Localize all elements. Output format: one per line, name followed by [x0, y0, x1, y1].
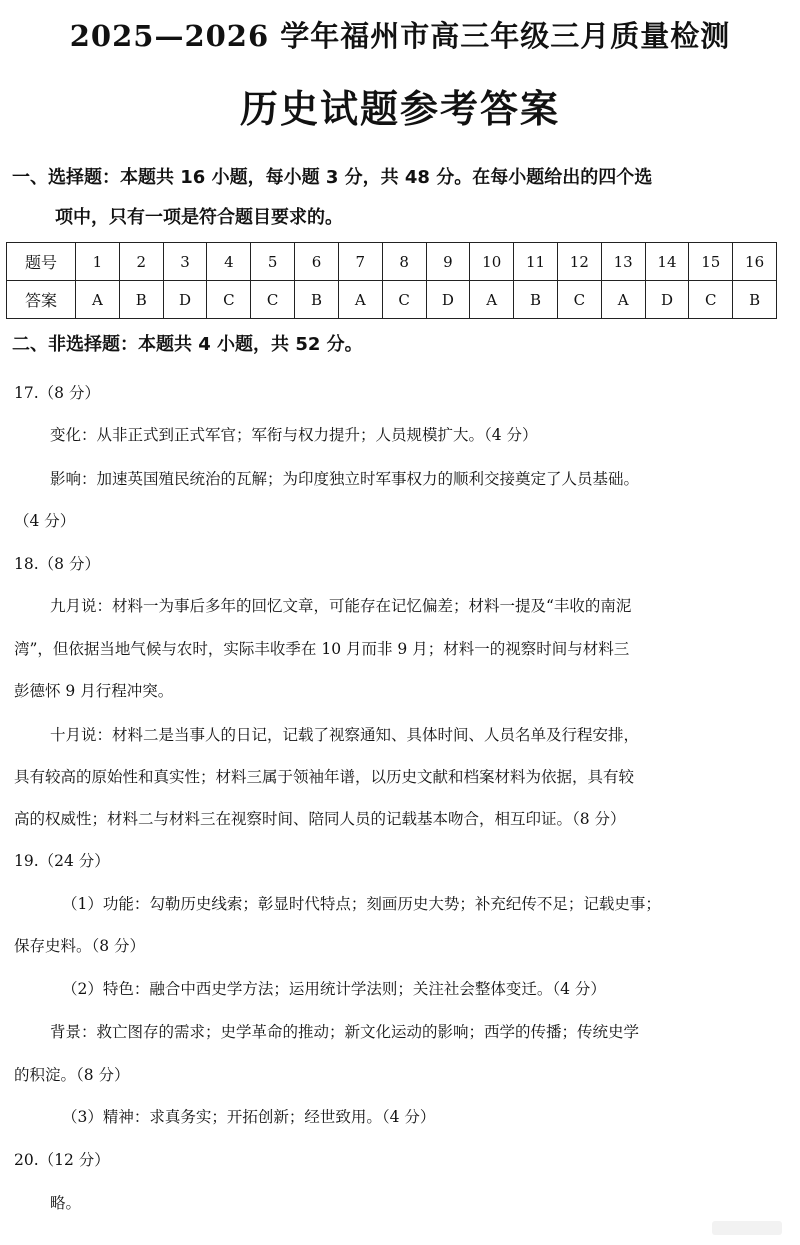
question-number-cell: 5 [251, 243, 295, 281]
q18-line: 十月说：材料二是当事人的日记，记载了视察通知、具体时间、人员名单及行程安排， [50, 726, 640, 744]
exam-title: 2025—2026 学年福州市高三年级三月质量检测 [69, 19, 731, 53]
question-number-cell: 3 [163, 243, 207, 281]
answer-cell: A [601, 281, 645, 319]
answer-row [7, 281, 777, 319]
answer-cell: B [295, 281, 339, 319]
answer-table [6, 242, 777, 319]
question-number-cell: 2 [119, 243, 163, 281]
question-number-cell: 15 [689, 243, 733, 281]
section-1-instructions [12, 158, 782, 238]
q18-line: 具有较高的原始性和真实性；材料三属于领袖年谱，以历史文献和档案材料为依据，具有较 [14, 768, 635, 786]
section-1-line-2: 项中，只有一项是符合题目要求的。 [55, 207, 343, 228]
answer-cell: C [382, 281, 426, 319]
answer-cell: B [119, 281, 163, 319]
question-number-cell: 7 [338, 243, 382, 281]
q19-line: （3）精神：求真务实；开拓创新；经世致用。（4 分） [62, 1108, 436, 1126]
answer-cell: C [689, 281, 733, 319]
answer-cell: D [645, 281, 689, 319]
q17-heading: 17.（8 分） [14, 384, 100, 402]
question-number-cell: 14 [645, 243, 689, 281]
q20-heading: 20.（12 分） [14, 1151, 110, 1169]
watermark [712, 1221, 782, 1235]
question-number-cell: 6 [295, 243, 339, 281]
q17-line: 影响：加速英国殖民统治的瓦解；为印度独立时军事权力的顺利交接奠定了人员基础。 [50, 470, 640, 488]
answer-cell: A [76, 281, 120, 319]
answer-cell: C [251, 281, 295, 319]
q18-line: 彭德怀 9 月行程冲突。 [14, 682, 174, 700]
q18-line: 九月说：材料一为事后多年的回忆文章，可能存在记忆偏差；材料一提及“丰收的南泥 [50, 597, 632, 615]
question-number-cell: 13 [601, 243, 645, 281]
question-number-cell: 8 [382, 243, 426, 281]
q18-line: 高的权威性；材料二与材料三在视察时间、陪同人员的记载基本吻合，相互印证。（8 分） [14, 810, 626, 828]
question-number-row [7, 243, 777, 281]
answer-cell: C [557, 281, 601, 319]
section-1-line-1: 一、选择题：本题共 16 小题，每小题 3 分，共 48 分。在每小题给出的四个选 [12, 167, 653, 188]
q17-line: （4 分） [14, 512, 76, 530]
answer-cell: A [338, 281, 382, 319]
q19-line: 保存史料。（8 分） [14, 937, 146, 955]
q19-line: （1）功能：勾勒历史线索；彰显时代特点；刻画历史大势；补充纪传不足；记载史事； [62, 895, 661, 913]
question-number-cell: 16 [733, 243, 777, 281]
answer-cell: D [163, 281, 207, 319]
question-number-cell: 12 [557, 243, 601, 281]
q19-line: 的积淀。（8 分） [14, 1066, 130, 1084]
question-number-cell: 4 [207, 243, 251, 281]
q20-line: 略。 [50, 1194, 82, 1212]
answer-cell: B [514, 281, 558, 319]
question-number-cell: 10 [470, 243, 514, 281]
question-number-header: 题号 [7, 243, 76, 281]
q19-heading: 19.（24 分） [14, 852, 110, 870]
section-2-heading: 二、非选择题：本题共 4 小题，共 52 分。 [12, 334, 363, 355]
answer-cell: C [207, 281, 251, 319]
q17-line: 变化：从非正式到正式军官；军衔与权力提升；人员规模扩大。（4 分） [50, 426, 538, 444]
answer-cell: B [733, 281, 777, 319]
answer-header: 答案 [7, 281, 76, 319]
question-number-cell: 11 [514, 243, 558, 281]
q18-line: 湾”，但依据当地气候与农时，实际丰收季在 10 月而非 9 月；材料一的视察时间与材料三 [14, 640, 630, 658]
answer-cell: A [470, 281, 514, 319]
q18-heading: 18.（8 分） [14, 555, 100, 573]
question-number-cell: 1 [76, 243, 120, 281]
question-number-cell: 9 [426, 243, 470, 281]
answer-key-title: 历史试题参考答案 [239, 86, 560, 131]
q19-line: （2）特色：融合中西史学方法；运用统计学法则；关注社会整体变迁。（4 分） [62, 980, 606, 998]
answer-cell: D [426, 281, 470, 319]
q19-line: 背景：救亡图存的需求；史学革命的推动；新文化运动的影响；西学的传播；传统史学 [50, 1023, 640, 1041]
